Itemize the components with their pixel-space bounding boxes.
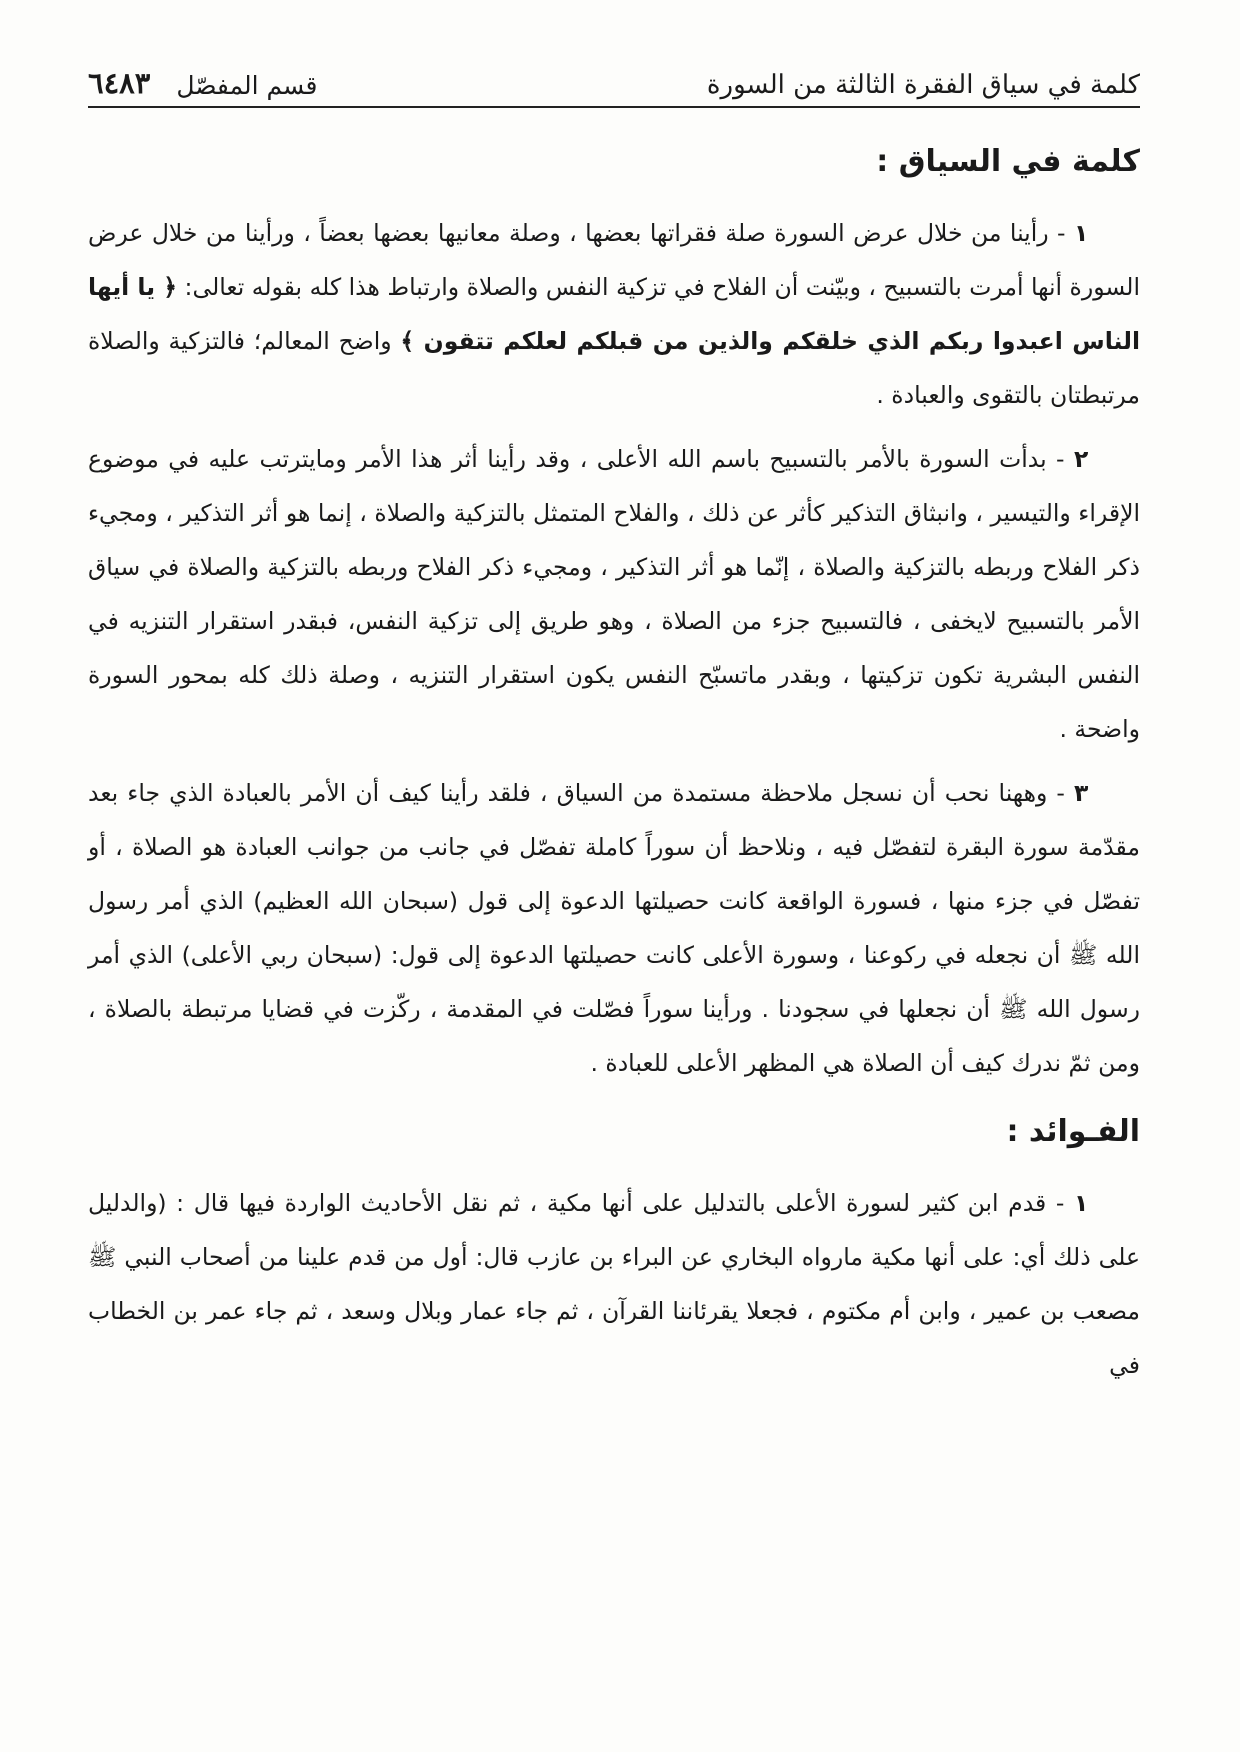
header-section-name: قسم المفصّل [176,71,318,100]
header-divider [88,106,1140,108]
header-meta [88,66,318,100]
paragraph-number: ١ [1073,1189,1089,1217]
paragraph-1 [88,206,1140,422]
section-heading-benefits: الفـوائد : [1006,1114,1140,1149]
paragraph-text: - رأينا من خلال عرض السورة صلة فقراتها بعضها ، وصلة معانيها بعضها بعضاً ، ورأينا من خلال عرض السورة أنها أمرت بالتسبيح ، وبيّنت أن الفلاح في تزكية النفس والصلاة وارتباط هذا كله بقوله تعالى: [88,219,1140,301]
quran-quote: ﴿ يا أيها الناس اعبدوا ربكم الذي خلقكم والذين من قبلكم لعلكم تتقون ﴾ [88,273,1141,355]
paragraph-text: واضح المعالم؛ فالتزكية والصلاة مرتبطتان بالتقوى والعبادة . [88,327,1140,409]
paragraph-text: - قدم ابن كثير لسورة الأعلى بالتدليل على أنها مكية ، ثم نقل الأحاديث الواردة فيها قال : (والدليل على ذلك أي: على أنها مكية مارواه البخاري عن البراء بن عازب قال: أول من قدم علينا من أصحاب النبي ﷺ مصعب بن عمير ، وابن أم مكتوم ، فجعلا يقرئاننا القرآن ، ثم جاء عمار وبلال وسعد ، ثم جاء عمر بن الخطاب في [88,1189,1140,1379]
paragraph-text: - وههنا نحب أن نسجل ملاحظة مستمدة من السياق ، فلقد رأينا كيف أن الأمر بالعبادة الذي جاء بعد مقدّمة سورة البقرة لتفصّل فيه ، ونلاحظ أن سوراً كاملة تفصّل في جانب من جوانب العبادة هو الصلاة ، أو تفصّل في جزء منها ، فسورة الواقعة كانت حصيلتها الدعوة إلى قول (سبحان الله العظيم) الذي أمر رسول الله ﷺ أن نجعله في ركوعنا ، وسورة الأعلى كانت حصيلتها الدعوة إلى قول: (سبحان ربي الأعلى) الذي أمر رسول الله ﷺ أن نجعلها في سجودنا . ورأينا سوراً فصّلت في المقدمة ، ركّزت في قضايا مرتبطة بالصلاة ، ومن ثمّ ندرك كيف أن الصلاة هي المظهر الأعلى للعبادة . [88,779,1140,1077]
page-body [88,130,1140,1402]
paragraph-2 [88,432,1140,756]
paragraph-number: ٣ [1073,779,1089,807]
page-number: ٦٤٨٣ [88,66,151,100]
paragraph-number: ٢ [1073,445,1089,473]
header-title: كلمة في سياق الفقرة الثالثة من السورة [706,70,1140,100]
section-heading-context: كلمة في السياق : [876,144,1140,179]
paragraph-3 [88,766,1140,1090]
paragraph-number: ١ [1073,219,1089,247]
running-header [88,58,1140,98]
benefit-paragraph-1 [88,1176,1140,1392]
paragraph-text: - بدأت السورة بالأمر بالتسبيح باسم الله الأعلى ، وقد رأينا أثر هذا الأمر ومايترتب عليه في موضوع الإقراء والتيسير ، وانبثاق التذكير كأثر عن ذلك ، والفلاح المتمثل بالتزكية والصلاة ، إنما هو أثر التذكير ، ومجيء ذكر الفلاح وربطه بالتزكية والصلاة ، إنّما هو أثر التذكير ، ومجيء ذكر الفلاح وربطه بالتزكية والصلاة في سياق الأمر بالتسبيح لايخفى ، فالتسبيح جزء من الصلاة ، وهو طريق إلى تزكية النفس، فبقدر استقرار التنزيه في النفس البشرية تكون تزكيتها ، وبقدر ماتسبّح النفس يكون استقرار التنزيه ، وصلة ذلك كله بمحور السورة واضحة . [88,445,1140,743]
